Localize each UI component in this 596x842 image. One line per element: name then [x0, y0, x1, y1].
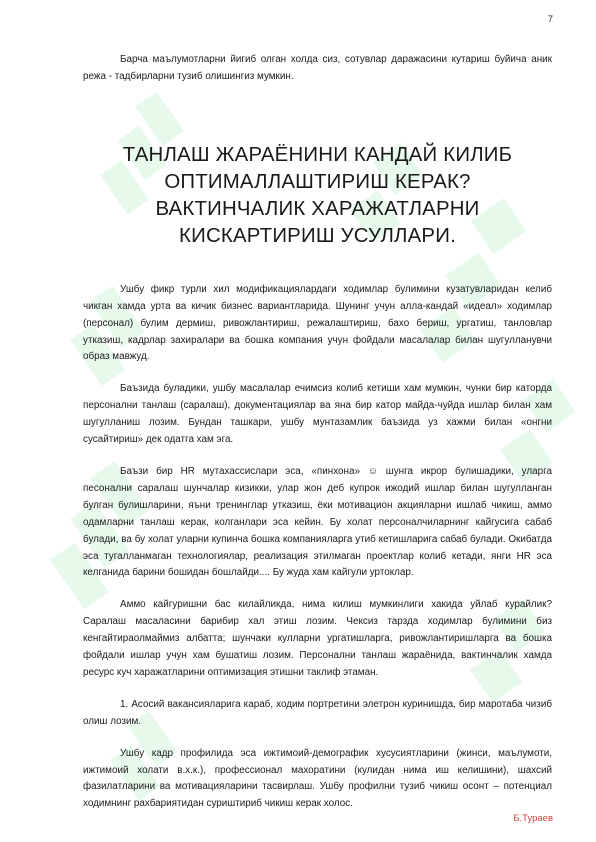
- page-number: 7: [547, 14, 553, 25]
- body-paragraph: Ушбу фикр турли хил модификациялардаги ходимлар булимини кузатувларидан келиб чикган хамда урта ва кичик бизнес вариантларида. Шунинг учун алла-кандай «идеал» ходимлар (персонал) булим дермиш, ривожлантириш, режалаштириш, бахо бериш, ургатиш, танловлар утказиш, кадрлар захиралари ва бошка компания учун фойдали масалалар билан шугулланувчи образ мавжуд.: [83, 283, 552, 363]
- body-paragraph: Ушбу кадр профилида эса ижтимоий-демографик хусусиятларини (жинси, маълумоти, ижтимоий холати в.х.к.), профессионал махоратини (кулидан нима иш келишини), шахсий фазилатларини ва мотивацияларини тасвирлаш. Ушбу профилни тузиб чикиш осонт – потенциал ходимнинг рахбариятидан суриштириб чикиш керак холос.: [83, 747, 552, 810]
- body-paragraph: Аммо кайгуришни бас килайликда, нима килиш мумкинлиги хакида уйлаб курайлик? Саралаш масаласини барибир хал этиш лозим. Чексиз тарзда ходимлар булимини биз кенгайтираолмаймиз албатта; шунчаки кулларни ургатишларга, ривожлантиришларга ва бошка фойдали ишлар учун хам бушатиш лозим. Персонални танлаш жараёнида, вактинчалик хамда ресурс куч харажатларини оптимизация этишни таклиф этаман.: [83, 599, 552, 678]
- heading-line: КИСКАРТИРИШ УСУЛЛАРИ.: [179, 224, 456, 247]
- page-content: [83, 52, 552, 828]
- body-paragraph: Баъзида буладики, ушбу масалалар ечимсиз колиб кетиши хам мумкин, чунки бир каторда персонални танлаш (саралаш), документациялар ва яна бир катор майда-чуйда ишлар билан хам шугулланиш лозим. Бундан ташкари, ушбу мунтазамлик баъзида уз хажми билан «онгни сусайтириш» дек одатга хам эга.: [83, 383, 552, 446]
- heading-line: ВАКТИНЧАЛИК ХАРАЖАТЛАРНИ: [155, 197, 480, 220]
- intro-paragraph: Барча маълумотларни йигиб олган холда сиз, сотувлар даражасини кутариш буйича аник режа - тадбирларни тузиб олишингиз мумкин.: [83, 54, 552, 82]
- body-paragraphs: [83, 282, 552, 813]
- body-paragraph: Баъзи бир HR мутахассислари эса, «пинхона» ☺ шунга икрор булишадики, уларга песонални саралаш шунчалар кизикки, улар жон деб купрок ижодий ишлар билан шугулланган булган булишларини, яъни тренинглар утказиш, ёки мотивацион акцияларни ишлаб чикиш, аммо одамларни танлаш керак, колганлари эса кейин. Бу холат персоналчиларнинг кайгусига сабаб булади, ва бу холат уларни купинча бошка компанияларга утиб кетишларига сабаб булади. Окибатда эса тугалланмаган технологиялар, реализация этилмаган проектлар колиб кетади, янги HR эса келганида барини бошидан бошлайди.... Бу жуда хам кайгули уртоклар.: [83, 465, 552, 579]
- heading-line: ТАНЛАШ ЖАРАЁНИНИ КАНДАЙ КИЛИБ: [122, 143, 513, 166]
- heading-line: ОПТИМАЛЛАШТИРИШ КЕРАК?: [164, 170, 471, 193]
- section-heading: [83, 142, 552, 250]
- author-signature: Б.Тураев: [513, 813, 553, 824]
- numbered-paragraph: 1. Асосий вакансияларига караб, ходим портретини элетрон куринишда, бир маротаба чизиб олиш лозим.: [83, 698, 552, 727]
